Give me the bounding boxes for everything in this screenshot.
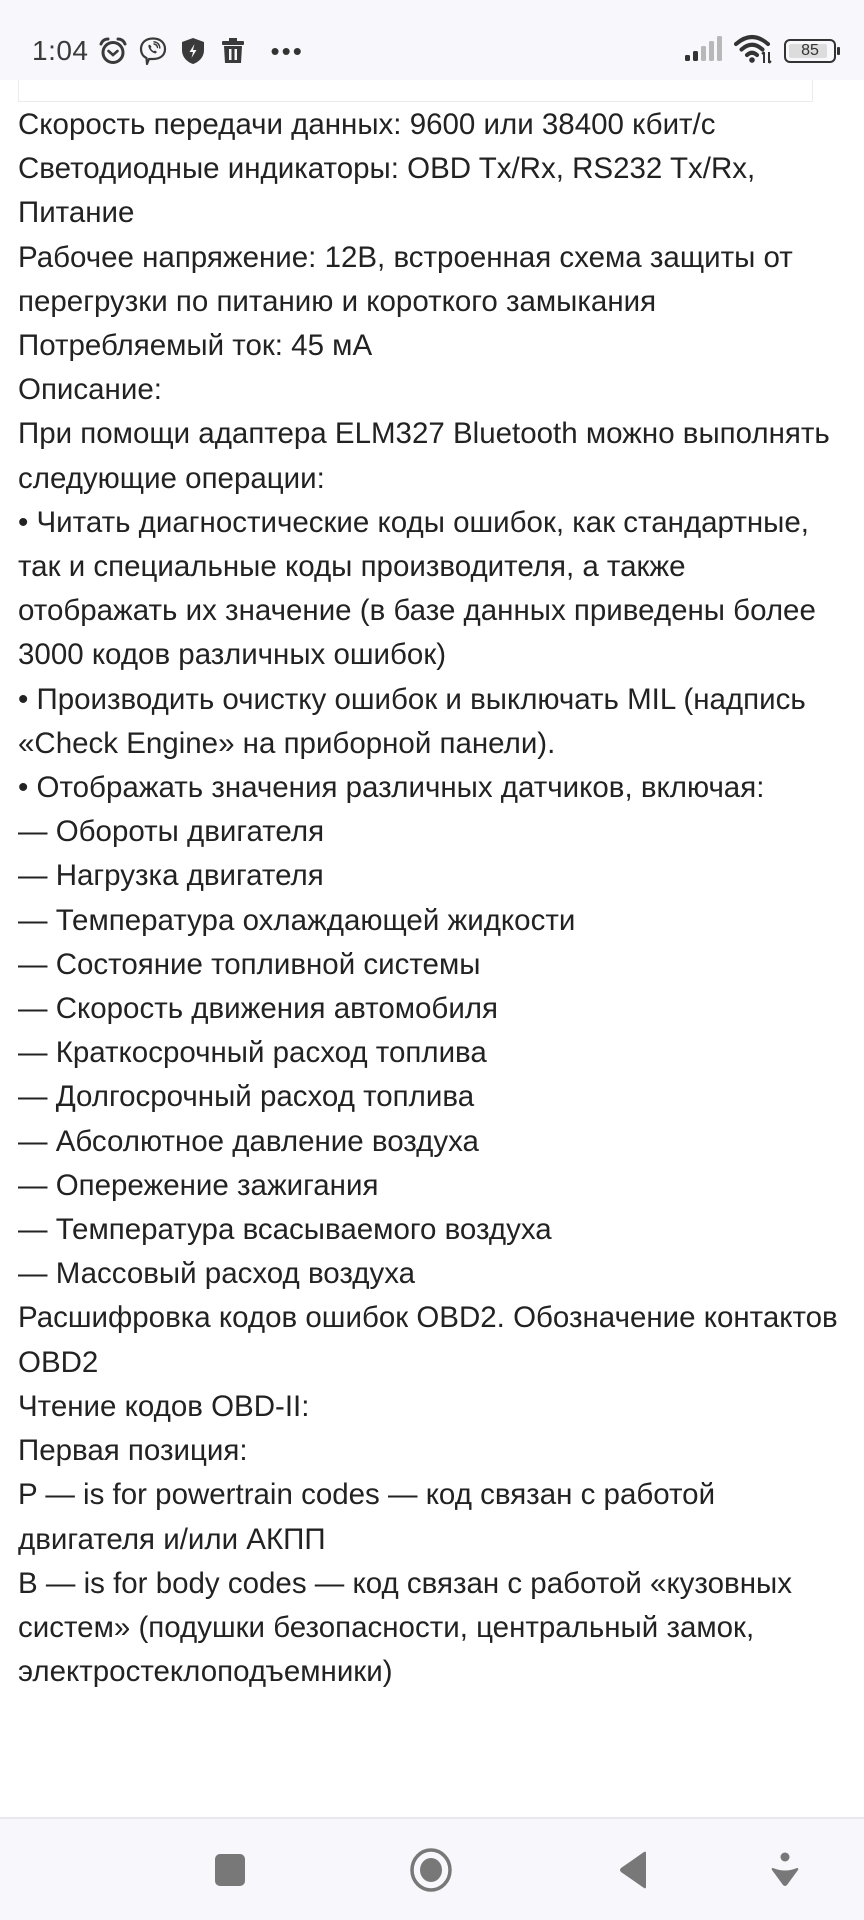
code-b-description: B — is for body codes — код связан с работой «кузовных систем» (подушки безопасности, центральный замок, электростеклоподъемники) xyxy=(18,1566,792,1689)
sensor-item: — Абсолютное давление воздуха xyxy=(18,1124,479,1158)
code-p-description: P — is for powertrain codes — код связан с работой двигателя и/или АКПП xyxy=(18,1478,716,1556)
spec-leds: Светодиодные индикаторы: OBD Tx/Rx, RS232 Tx/Rx, Питание xyxy=(18,152,756,230)
sensor-item: — Долгосрочный расход топлива xyxy=(18,1080,475,1114)
accessibility-button[interactable] xyxy=(760,1845,810,1895)
trash-icon xyxy=(218,36,248,66)
sensor-item: — Температура всасываемого воздуха xyxy=(18,1213,552,1247)
navigation-bar xyxy=(0,1817,864,1920)
circle-icon xyxy=(408,1847,454,1893)
square-icon xyxy=(213,1853,247,1887)
sensor-item: — Краткосрочный расход топлива xyxy=(18,1036,487,1070)
wifi-icon xyxy=(734,34,774,69)
clock: 1:04 xyxy=(32,35,89,66)
sensor-item: — Обороты двигателя xyxy=(18,815,325,849)
bullet-clear-errors: • Производить очистку ошибок и выключать MIL (надпись «Check Engine» на приборной панели). xyxy=(18,682,806,760)
more-notifications-indicator: ••• xyxy=(270,36,304,66)
sensor-item: — Температура охлаждающей жидкости xyxy=(18,903,576,937)
viber-icon xyxy=(138,36,168,66)
spec-data-rate: Скорость передачи данных: 9600 или 38400 кбит/с xyxy=(18,108,716,141)
obd2-decoding-heading: Расшифровка кодов ошибок OBD2. Обозначение контактов OBD2 xyxy=(18,1301,838,1379)
cellular-signal-icon xyxy=(684,36,724,67)
description-intro: При помощи адаптера ELM327 Bluetooth можно выполнять следующие операции: xyxy=(18,417,830,495)
status-bar xyxy=(0,0,864,80)
status-right xyxy=(684,34,836,68)
shield-bolt-icon xyxy=(178,36,208,66)
home-button[interactable] xyxy=(406,1845,456,1895)
sensor-item: — Нагрузка двигателя xyxy=(18,859,324,893)
description-heading: Описание: xyxy=(18,373,162,407)
sensor-item: — Массовый расход воздуха xyxy=(18,1257,416,1291)
sensor-item: — Опережение зажигания xyxy=(18,1168,379,1202)
spec-voltage: Рабочее напряжение: 12В, встроенная схема защиты от перегрузки по питанию и короткого замыкания xyxy=(18,240,793,318)
article-content xyxy=(18,103,848,1694)
sensor-item: — Скорость движения автомобиля xyxy=(18,992,498,1026)
spec-current: Потребляемый ток: 45 мА xyxy=(18,329,373,363)
status-left xyxy=(32,30,304,72)
obd2-reading-heading: Чтение кодов OBD-II: xyxy=(18,1389,310,1423)
first-position-label: Первая позиция: xyxy=(18,1434,248,1468)
battery-level: 85 xyxy=(801,42,819,59)
recents-button[interactable] xyxy=(205,1845,255,1895)
bullet-read-codes: • Читать диагностические коды ошибок, как стандартные, так и специальные коды производителя, а также отображать их значение (в базе данных приведены более 3000 кодов различных ошибок) xyxy=(18,505,816,672)
back-button[interactable] xyxy=(608,1845,658,1895)
battery-icon xyxy=(784,39,836,63)
accessibility-down-icon xyxy=(770,1850,800,1890)
content-box-edge xyxy=(18,80,813,102)
triangle-back-icon xyxy=(616,1850,650,1890)
alarm-icon xyxy=(98,36,128,66)
sensor-item: — Состояние топливной системы xyxy=(18,947,481,981)
bullet-show-sensors: • Отображать значения различных датчиков, включая: xyxy=(18,771,765,805)
